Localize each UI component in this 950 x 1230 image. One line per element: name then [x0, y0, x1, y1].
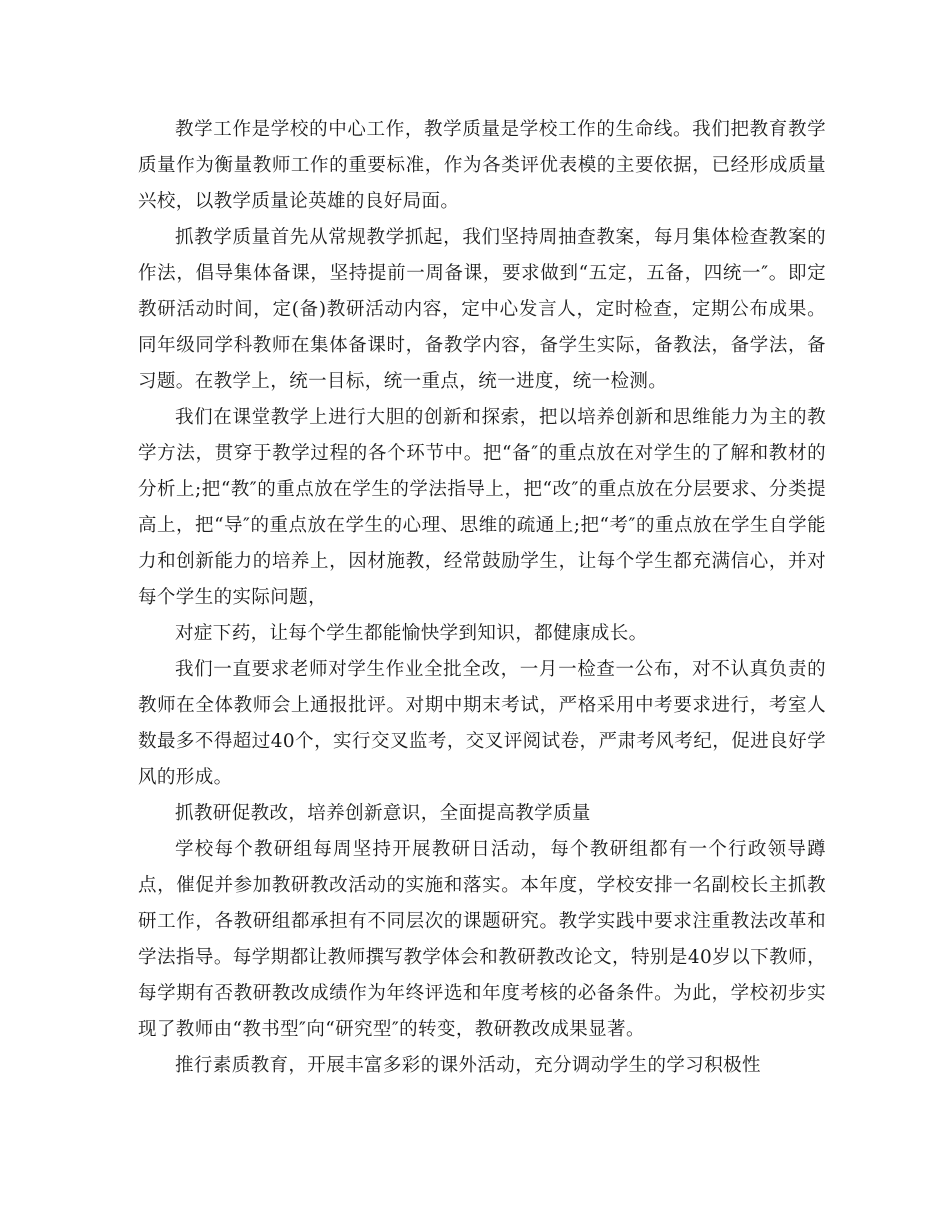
- paragraph-homework-exams: 我们一直要求老师对学生作业全批全改，一月一检查一公布，对不认真负责的教师在全体教师会上通报批评。对期中期末考试，严格采用中考要求进行，考室人数最多不得超过40个，实行交叉监考，交叉评阅试卷，严肃考风考纪，促进良好学风的形成。: [138, 659, 826, 788]
- paragraph-routine-teaching: 抓教学质量首先从常规教学抓起，我们坚持周抽查教案，每月集体检查教案的作法，倡导集体备课，坚持提前一周备课，要求做到“五定，五备，四统一″。即定教研活动时间，定(备)教研活动内容，定中心发言人，定时检查，定期公布成果。同年级同学科教师在集体备课时，备教学内容，备学生实际，备教法，备学法，备习题。在教学上，统一目标，统一重点，统一进度，统一检测。: [138, 227, 826, 392]
- section-heading-teaching-research: 抓教研促教改，培养创新意识，全面提高教学质量: [175, 803, 591, 824]
- paragraph-targeted-teaching: 对症下药，让每个学生都能愉快学到知识，都健康成长。: [175, 623, 648, 644]
- document-body: [138, 112, 826, 1084]
- paragraph-classroom-innovation: 我们在课堂教学上进行大胆的创新和探索，把以培养创新和思维能力为主的教学方法，贯穿于教学过程的各个环节中。把“备″的重点放在对学生的了解和教材的分析上;把“教″的重点放在学生的学法指导上，把“改″的重点放在分层要求、分类提高上，把“导″的重点放在学生的心理、思维的疏通上;把“考″的重点放在学生自学能力和创新能力的培养上，因材施教，经常鼓励学生，让每个学生都充满信心，并对每个学生的实际问题，: [138, 407, 826, 608]
- paragraph-teaching-research: 学校每个教研组每周坚持开展教研日活动，每个教研组都有一个行政领导蹲点，催促并参加教研教改活动的实施和落实。本年度，学校安排一名副校长主抓教研工作，各教研组都承担有不同层次的课题研究。教学实践中要求注重教法改革和学法指导。每学期都让教师撰写教学体会和教研教改论文，特别是40岁以下教师，每学期有否教研教改成绩作为年终评选和年度考核的必备条件。为此，学校初步实现了教师由“教书型″向“研究型″的转变，教研教改成果显著。: [138, 839, 826, 1040]
- paragraph-teaching-quality: 教学工作是学校的中心工作，教学质量是学校工作的生命线。我们把教育教学质量作为衡量教师工作的重要标准，作为各类评优表模的主要依据，已经形成质量兴校，以教学质量论英雄的良好局面。: [138, 119, 826, 212]
- section-heading-quality-education: 推行素质教育，开展丰富多彩的课外活动，充分调动学生的学习积极性: [175, 1055, 761, 1076]
